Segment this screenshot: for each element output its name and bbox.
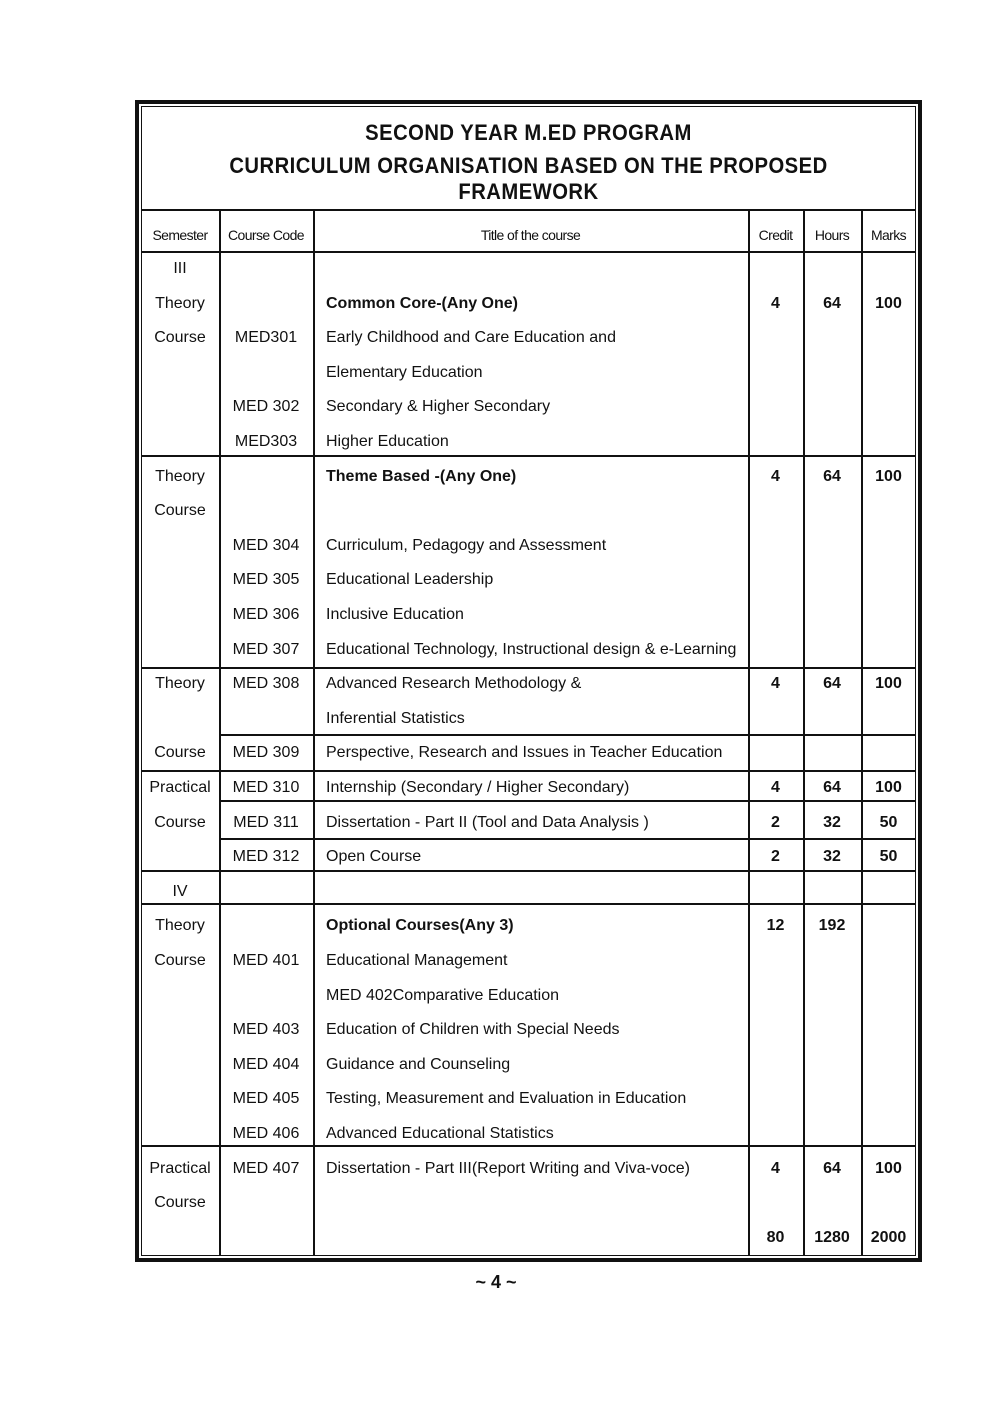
course-code-cell: MED 311 (233, 814, 299, 831)
marks-cell: 2000 (870, 1229, 907, 1246)
course-code-cell: MED303 (234, 433, 298, 450)
course-title-cell: Early Childhood and Care Education and (326, 329, 616, 346)
course-code-cell: MED 309 (232, 744, 300, 761)
semester-cell: Course (154, 1194, 206, 1211)
row-divider (141, 251, 916, 253)
column-divider (748, 209, 750, 1256)
marks-cell: 50 (879, 814, 898, 831)
column-header-hours: Hours (814, 227, 850, 243)
marks-cell: 50 (879, 848, 898, 865)
semester-cell: Practical (149, 779, 211, 796)
hours-cell: 1280 (814, 1229, 850, 1246)
course-code-cell: MED 310 (232, 779, 300, 796)
semester-cell: Practical (149, 1160, 211, 1177)
row-divider (219, 838, 916, 840)
course-code-cell: MED301 (234, 329, 298, 346)
credit-cell: 2 (771, 848, 780, 865)
course-code-cell: MED 302 (232, 398, 300, 415)
semester-cell: Course (154, 502, 206, 519)
row-divider (141, 770, 916, 772)
course-title-cell: Education of Children with Special Needs (326, 1021, 620, 1038)
row-divider (141, 455, 916, 457)
hours-cell: 64 (823, 468, 841, 485)
heading-curriculum: CURRICULUM ORGANISATION BASED ON THE PROPOSED FRAMEWORK (229, 153, 828, 204)
marks-cell: 100 (875, 1160, 902, 1177)
hours-cell: 32 (823, 848, 841, 865)
semester-cell: Course (154, 814, 206, 831)
course-title-cell: Optional Courses(Any 3) (326, 917, 514, 934)
credit-cell: 4 (771, 1160, 780, 1177)
credit-cell: 4 (771, 295, 780, 312)
row-divider (141, 903, 916, 905)
course-code-cell: MED 306 (232, 606, 300, 623)
semester-cell: Theory (155, 295, 205, 312)
semester-cell: Theory (155, 917, 205, 934)
course-title-cell: Educational Leadership (326, 571, 494, 588)
semester-cell: Course (154, 952, 206, 969)
credit-cell: 4 (771, 468, 780, 485)
hours-cell: 64 (823, 675, 841, 692)
column-divider (861, 209, 863, 1256)
course-code-cell: MED 403 (232, 1021, 300, 1038)
course-title-cell: Advanced Educational Statistics (326, 1125, 554, 1142)
hours-cell: 64 (823, 1160, 841, 1177)
heading-program: SECOND YEAR M.ED PROGRAM (365, 120, 692, 145)
course-code-cell: MED 307 (232, 641, 300, 658)
course-code-cell: MED 404 (232, 1056, 300, 1073)
column-header-credit: Credit (758, 227, 793, 243)
semester-cell: IV (172, 883, 188, 900)
row-divider (141, 209, 916, 211)
course-code-cell: MED 308 (232, 675, 300, 692)
row-divider (219, 800, 916, 802)
course-title-cell: Dissertation - Part II (Tool and Data Analysis ) (326, 814, 649, 831)
credit-cell: 80 (766, 1229, 785, 1246)
course-title-cell: Dissertation - Part III(Report Writing and Viva-voce) (326, 1160, 690, 1177)
credit-cell: 4 (771, 675, 780, 692)
credit-cell: 12 (766, 917, 785, 934)
course-code-cell: MED 312 (232, 848, 300, 865)
course-code-cell: MED 401 (232, 952, 300, 969)
course-title-cell: Common Core-(Any One) (326, 295, 518, 312)
course-title-cell: Internship (Secondary / Higher Secondary) (326, 779, 630, 796)
course-title-cell: Elementary Education (326, 364, 483, 381)
hours-cell: 64 (823, 779, 841, 796)
hours-cell: 192 (818, 917, 846, 934)
marks-cell: 100 (875, 295, 902, 312)
course-title-cell: Secondary & Higher Secondary (326, 398, 551, 415)
column-header-semester: Semester (152, 227, 208, 243)
course-code-cell: MED 407 (232, 1160, 300, 1177)
course-title-cell: Testing, Measurement and Evaluation in Education (326, 1090, 687, 1107)
course-title-cell: Inferential Statistics (326, 710, 465, 727)
marks-cell: 100 (875, 779, 902, 796)
credit-cell: 4 (771, 779, 780, 796)
marks-cell: 100 (875, 675, 902, 692)
course-code-cell: MED 305 (232, 571, 300, 588)
credit-cell: 2 (771, 814, 780, 831)
row-divider (141, 870, 916, 872)
course-title-cell: MED 402Comparative Education (326, 987, 560, 1004)
row-divider (141, 667, 916, 669)
column-header-marks: Marks (870, 227, 907, 243)
course-title-cell: Inclusive Education (326, 606, 464, 623)
course-title-cell: Higher Education (326, 433, 449, 450)
semester-cell: Course (154, 744, 206, 761)
column-divider (803, 209, 805, 1256)
hours-cell: 64 (823, 295, 841, 312)
course-title-cell: Perspective, Research and Issues in Teacher Education (326, 744, 723, 761)
course-code-cell: MED 304 (232, 537, 300, 554)
course-title-cell: Theme Based -(Any One) (326, 468, 517, 485)
course-title-cell: Advanced Research Methodology & (326, 675, 582, 692)
row-divider (141, 1145, 916, 1147)
course-title-cell: Educational Technology, Instructional design & e-Learning (326, 641, 737, 658)
page-number: ~ 4 ~ (475, 1272, 517, 1292)
hours-cell: 32 (823, 814, 841, 831)
semester-cell: III (173, 260, 187, 277)
course-title-cell: Curriculum, Pedagogy and Assessment (326, 537, 607, 554)
row-divider (219, 734, 916, 736)
course-title-cell: Educational Management (326, 952, 508, 969)
column-header-title: Title of the course (480, 227, 581, 243)
marks-cell: 100 (875, 468, 902, 485)
semester-cell: Theory (155, 675, 205, 692)
course-code-cell: MED 405 (232, 1090, 300, 1107)
semester-cell: Course (154, 329, 206, 346)
column-divider (313, 209, 315, 1256)
course-title-cell: Open Course (326, 848, 422, 865)
column-divider (219, 209, 221, 1256)
semester-cell: Theory (155, 468, 205, 485)
course-code-cell: MED 406 (232, 1125, 300, 1142)
course-title-cell: Guidance and Counseling (326, 1056, 511, 1073)
column-header-course-code: Course Code (228, 227, 304, 243)
